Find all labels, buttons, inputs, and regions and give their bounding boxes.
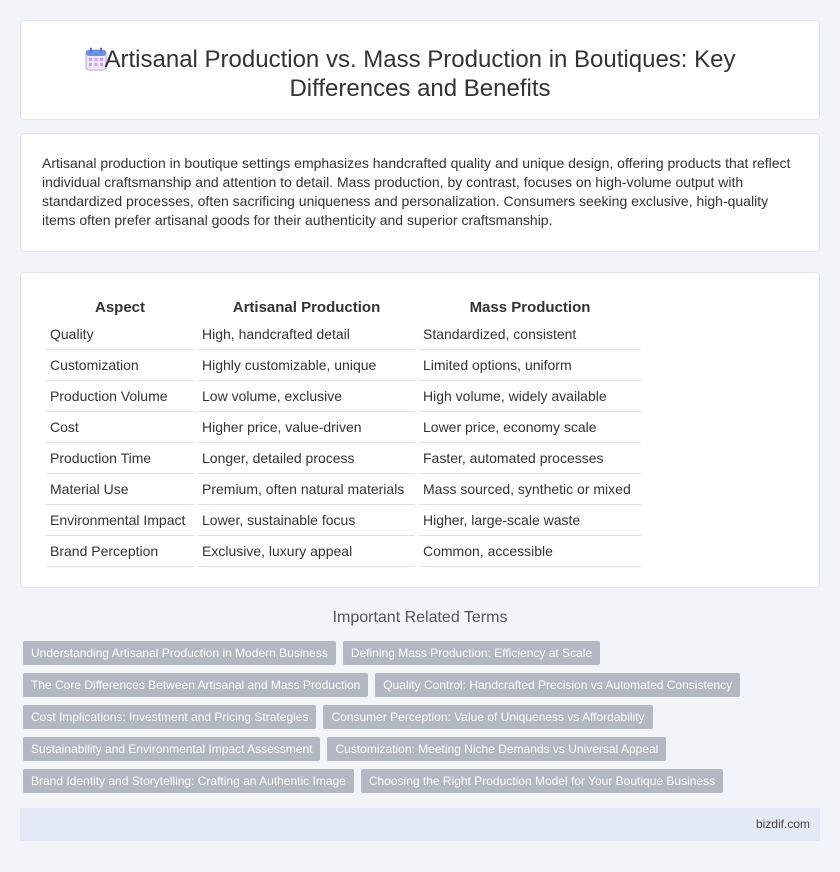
table-row (46, 443, 641, 474)
cell-mass: Faster, automated processes (419, 443, 641, 474)
cell-mass: Lower price, economy scale (419, 412, 641, 443)
header-card (20, 20, 820, 120)
cell-mass: Common, accessible (419, 536, 641, 567)
cell-aspect: Production Time (46, 443, 194, 474)
cell-artisanal: Low volume, exclusive (198, 381, 415, 412)
related-term-tag[interactable]: Cost Implications: Investment and Pricing Strategies (23, 705, 316, 729)
cell-artisanal: Higher price, value-driven (198, 412, 415, 443)
cell-artisanal: Exclusive, luxury appeal (198, 536, 415, 567)
related-term-tag[interactable]: The Core Differences Between Artisanal and Mass Production (23, 673, 368, 697)
cell-artisanal: Premium, often natural materials (198, 474, 415, 505)
cell-mass: Standardized, consistent (419, 319, 641, 350)
table-row (46, 474, 641, 505)
table-header-row (46, 295, 641, 319)
comparison-card (20, 272, 820, 588)
table-row (46, 536, 641, 567)
related-term-tag[interactable]: Choosing the Right Production Model for Your Boutique Business (361, 769, 723, 793)
table-row (46, 505, 641, 536)
cell-artisanal: Longer, detailed process (198, 443, 415, 474)
related-terms-list (23, 641, 823, 801)
related-term-tag[interactable]: Defining Mass Production: Efficiency at Scale (343, 641, 600, 665)
cell-artisanal: Lower, sustainable focus (198, 505, 415, 536)
related-term-tag[interactable]: Customization: Meeting Niche Demands vs Universal Appeal (327, 737, 666, 761)
cell-aspect: Material Use (46, 474, 194, 505)
footer-site-link[interactable]: bizdif.com (755, 817, 810, 831)
cell-aspect: Quality (46, 319, 194, 350)
cell-mass: Limited options, uniform (419, 350, 641, 381)
cell-mass: High volume, widely available (419, 381, 641, 412)
cell-artisanal: High, handcrafted detail (198, 319, 415, 350)
cell-aspect: Customization (46, 350, 194, 381)
intro-card (20, 133, 820, 252)
table-row (46, 381, 641, 412)
footer (20, 808, 820, 841)
table-row (46, 350, 641, 381)
header-artisanal: Artisanal Production (232, 298, 381, 316)
related-term-tag[interactable]: Sustainability and Environmental Impact Assessment (23, 737, 320, 761)
header-mass: Mass Production (469, 298, 591, 316)
related-terms-heading: Important Related Terms (332, 609, 508, 626)
table-row (46, 319, 641, 350)
cell-aspect: Brand Perception (46, 536, 194, 567)
cell-aspect: Cost (46, 412, 194, 443)
related-term-tag[interactable]: Brand Identity and Storytelling: Crafting an Authentic Image (23, 769, 354, 793)
page-title: Artisanal Production vs. Mass Production in Boutiques: Key Differences and Benefits (104, 46, 736, 102)
table-row (46, 412, 641, 443)
intro-paragraph: Artisanal production in boutique settings emphasizes handcrafted quality and unique design, offering products that reflect individual craftsmanship and attention to detail. Mass production, by contrast, focuses on high-volume output with standardized processes, often sacrificing uniqueness and personalization. Consumers seeking exclusive, high-quality items often prefer artisanal goods for their authenticity and superior craftsmanship. (42, 155, 791, 228)
header-aspect: Aspect (94, 298, 146, 316)
cell-artisanal: Highly customizable, unique (198, 350, 415, 381)
cell-mass: Higher, large-scale waste (419, 505, 641, 536)
cell-mass: Mass sourced, synthetic or mixed (419, 474, 641, 505)
comparison-table (42, 295, 645, 567)
related-term-tag[interactable]: Consumer Perception: Value of Uniqueness vs Affordability (323, 705, 652, 729)
cell-aspect: Environmental Impact (46, 505, 194, 536)
related-term-tag[interactable]: Understanding Artisanal Production in Modern Business (23, 641, 336, 665)
cell-aspect: Production Volume (46, 381, 194, 412)
related-term-tag[interactable]: Quality Control: Handcrafted Precision vs Automated Consistency (375, 673, 740, 697)
